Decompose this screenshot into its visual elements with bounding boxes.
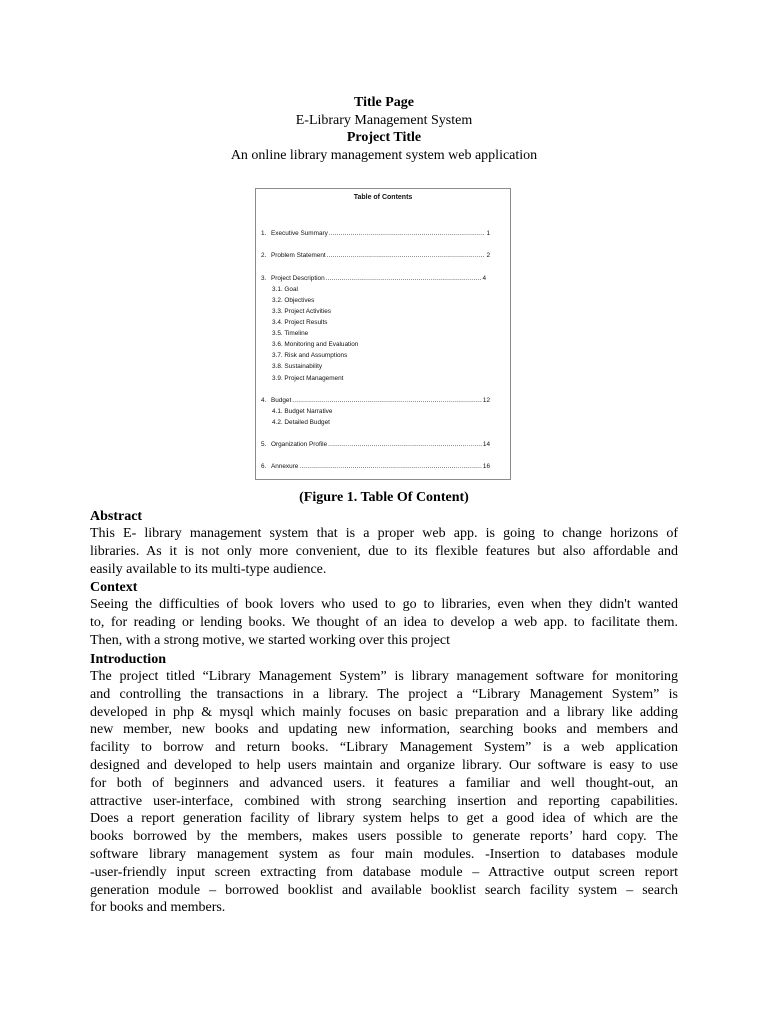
text-line: This E- library management system that is a proper web app. is going to change horizons of bbox=[90, 526, 678, 541]
toc-entry-page: 16 bbox=[482, 463, 490, 470]
text-line: attractive user-interface, combined with strong searching insertion and reporting capabilities. bbox=[90, 793, 678, 809]
toc-entry-label: Executive Summary bbox=[271, 230, 328, 237]
toc-entry-page: 1 bbox=[486, 230, 490, 237]
table-of-contents-figure bbox=[255, 188, 511, 480]
abstract-heading: Abstract bbox=[90, 509, 143, 524]
project-title-label: Project Title bbox=[346, 130, 422, 145]
text-line: new member, new books and updating new information, searching books and members and bbox=[90, 722, 678, 738]
text-line: books borrowed by the members, makes users possible to generate reports’ hard copy. The bbox=[90, 829, 678, 845]
text-line: developed in php & mysql which mainly focuses on basic preparation and a library like adding bbox=[90, 704, 678, 720]
toc-subentry: 3.3. Project Activities bbox=[272, 308, 331, 315]
text-line: Seeing the difficulties of book lovers who used to go to libraries, even when they didn't wanted bbox=[90, 597, 678, 612]
toc-entry-page: 2 bbox=[486, 252, 490, 259]
toc-leader-dots bbox=[327, 251, 486, 260]
toc-entry bbox=[261, 440, 490, 449]
toc-entry bbox=[261, 396, 490, 405]
text-line: facility to borrow and return books. “Library Management System” is a web application bbox=[90, 740, 678, 756]
toc-entry-label: Organization Profile bbox=[271, 441, 328, 448]
context-heading: Context bbox=[90, 580, 138, 595]
toc-leader-dots bbox=[328, 440, 482, 449]
text-line: software library management system as four main modules. -Insertion to databases module bbox=[90, 846, 678, 862]
abstract-paragraph bbox=[90, 525, 678, 578]
text-line: Then, with a strong motive, we started working over this project bbox=[90, 632, 451, 648]
text-line: designed and developed to help users maintain and organize library. Our software is easy to use bbox=[90, 757, 678, 773]
toc-entry-number: 5. bbox=[261, 441, 267, 448]
toc-subentry: 3.6. Monitoring and Evaluation bbox=[272, 341, 359, 348]
toc-leader-dots bbox=[292, 396, 482, 405]
text-line: Does a report generation facility of library system helps to get a good idea of which are the bbox=[90, 811, 678, 827]
toc-entry-label: Annexure bbox=[271, 463, 299, 470]
toc-entry bbox=[261, 229, 490, 238]
toc-subentry: 3.2. Objectives bbox=[272, 297, 315, 304]
toc-leader-dots bbox=[299, 462, 482, 471]
toc-entry bbox=[261, 462, 490, 471]
toc-entry-page: 14 bbox=[482, 441, 490, 448]
title-page-label: Title Page bbox=[353, 95, 414, 110]
toc-subentry: 3.5. Timeline bbox=[272, 330, 309, 337]
toc-entry bbox=[261, 251, 490, 260]
system-name: E-Library Management System bbox=[295, 113, 473, 128]
context-paragraph bbox=[90, 596, 678, 649]
toc-subentry: 3.1. Goal bbox=[272, 286, 298, 293]
toc-entry-number: 2. bbox=[261, 252, 267, 259]
toc-entry bbox=[261, 274, 486, 283]
text-line: easily available to its multi-type audience. bbox=[90, 561, 327, 577]
figure-caption: (Figure 1. Table Of Content) bbox=[299, 490, 469, 505]
toc-title: Table of Contents bbox=[353, 194, 413, 201]
toc-entry-label: Budget bbox=[271, 397, 292, 404]
toc-subentry: 3.4. Project Results bbox=[272, 319, 328, 326]
project-subtitle: An online library management system web application bbox=[230, 148, 538, 163]
toc-entry-label: Problem Statement bbox=[271, 252, 326, 259]
toc-leader-dots bbox=[329, 229, 486, 238]
text-line: for books and members. bbox=[90, 900, 226, 916]
text-line: to, for reading or lending books. We thought of an idea to develop a web app. to facilitate them. bbox=[90, 614, 678, 630]
toc-subentry: 3.7. Risk and Assumptions bbox=[272, 352, 348, 359]
text-line: and controlling the transactions in a library. The project a “Library Management System” is bbox=[90, 686, 678, 702]
toc-entry-number: 4. bbox=[261, 397, 267, 404]
text-line: -user-friendly input screen extracting from database module – Attractive output screen report bbox=[90, 864, 678, 880]
toc-entry-number: 6. bbox=[261, 463, 267, 470]
toc-entry-number: 1. bbox=[261, 230, 267, 237]
text-line: The project titled “Library Management System” is library management software for monitoring bbox=[90, 669, 678, 684]
toc-subentry: 3.9. Project Management bbox=[272, 375, 344, 382]
text-line: libraries. As it is not only more convenient, due to its flexible features but also affordable and bbox=[90, 543, 678, 559]
introduction-paragraph bbox=[90, 668, 678, 917]
toc-entry-label: Project Description bbox=[271, 275, 325, 282]
toc-entry-page: 4 bbox=[482, 275, 486, 282]
toc-entry-page: 12 bbox=[482, 397, 490, 404]
text-line: generation module – borrowed booklist and available booklist search facility system – search bbox=[90, 882, 678, 898]
text-line: for both of beginners and advanced users. it features a familiar and well thought-out, an bbox=[90, 775, 678, 791]
introduction-heading: Introduction bbox=[90, 652, 166, 667]
toc-subentry: 4.2. Detailed Budget bbox=[272, 419, 330, 426]
toc-subentry: 4.1. Budget Narrative bbox=[272, 408, 333, 415]
toc-subentry: 3.8. Sustainability bbox=[272, 363, 323, 370]
toc-entry-number: 3. bbox=[261, 275, 267, 282]
toc-leader-dots bbox=[326, 274, 482, 283]
